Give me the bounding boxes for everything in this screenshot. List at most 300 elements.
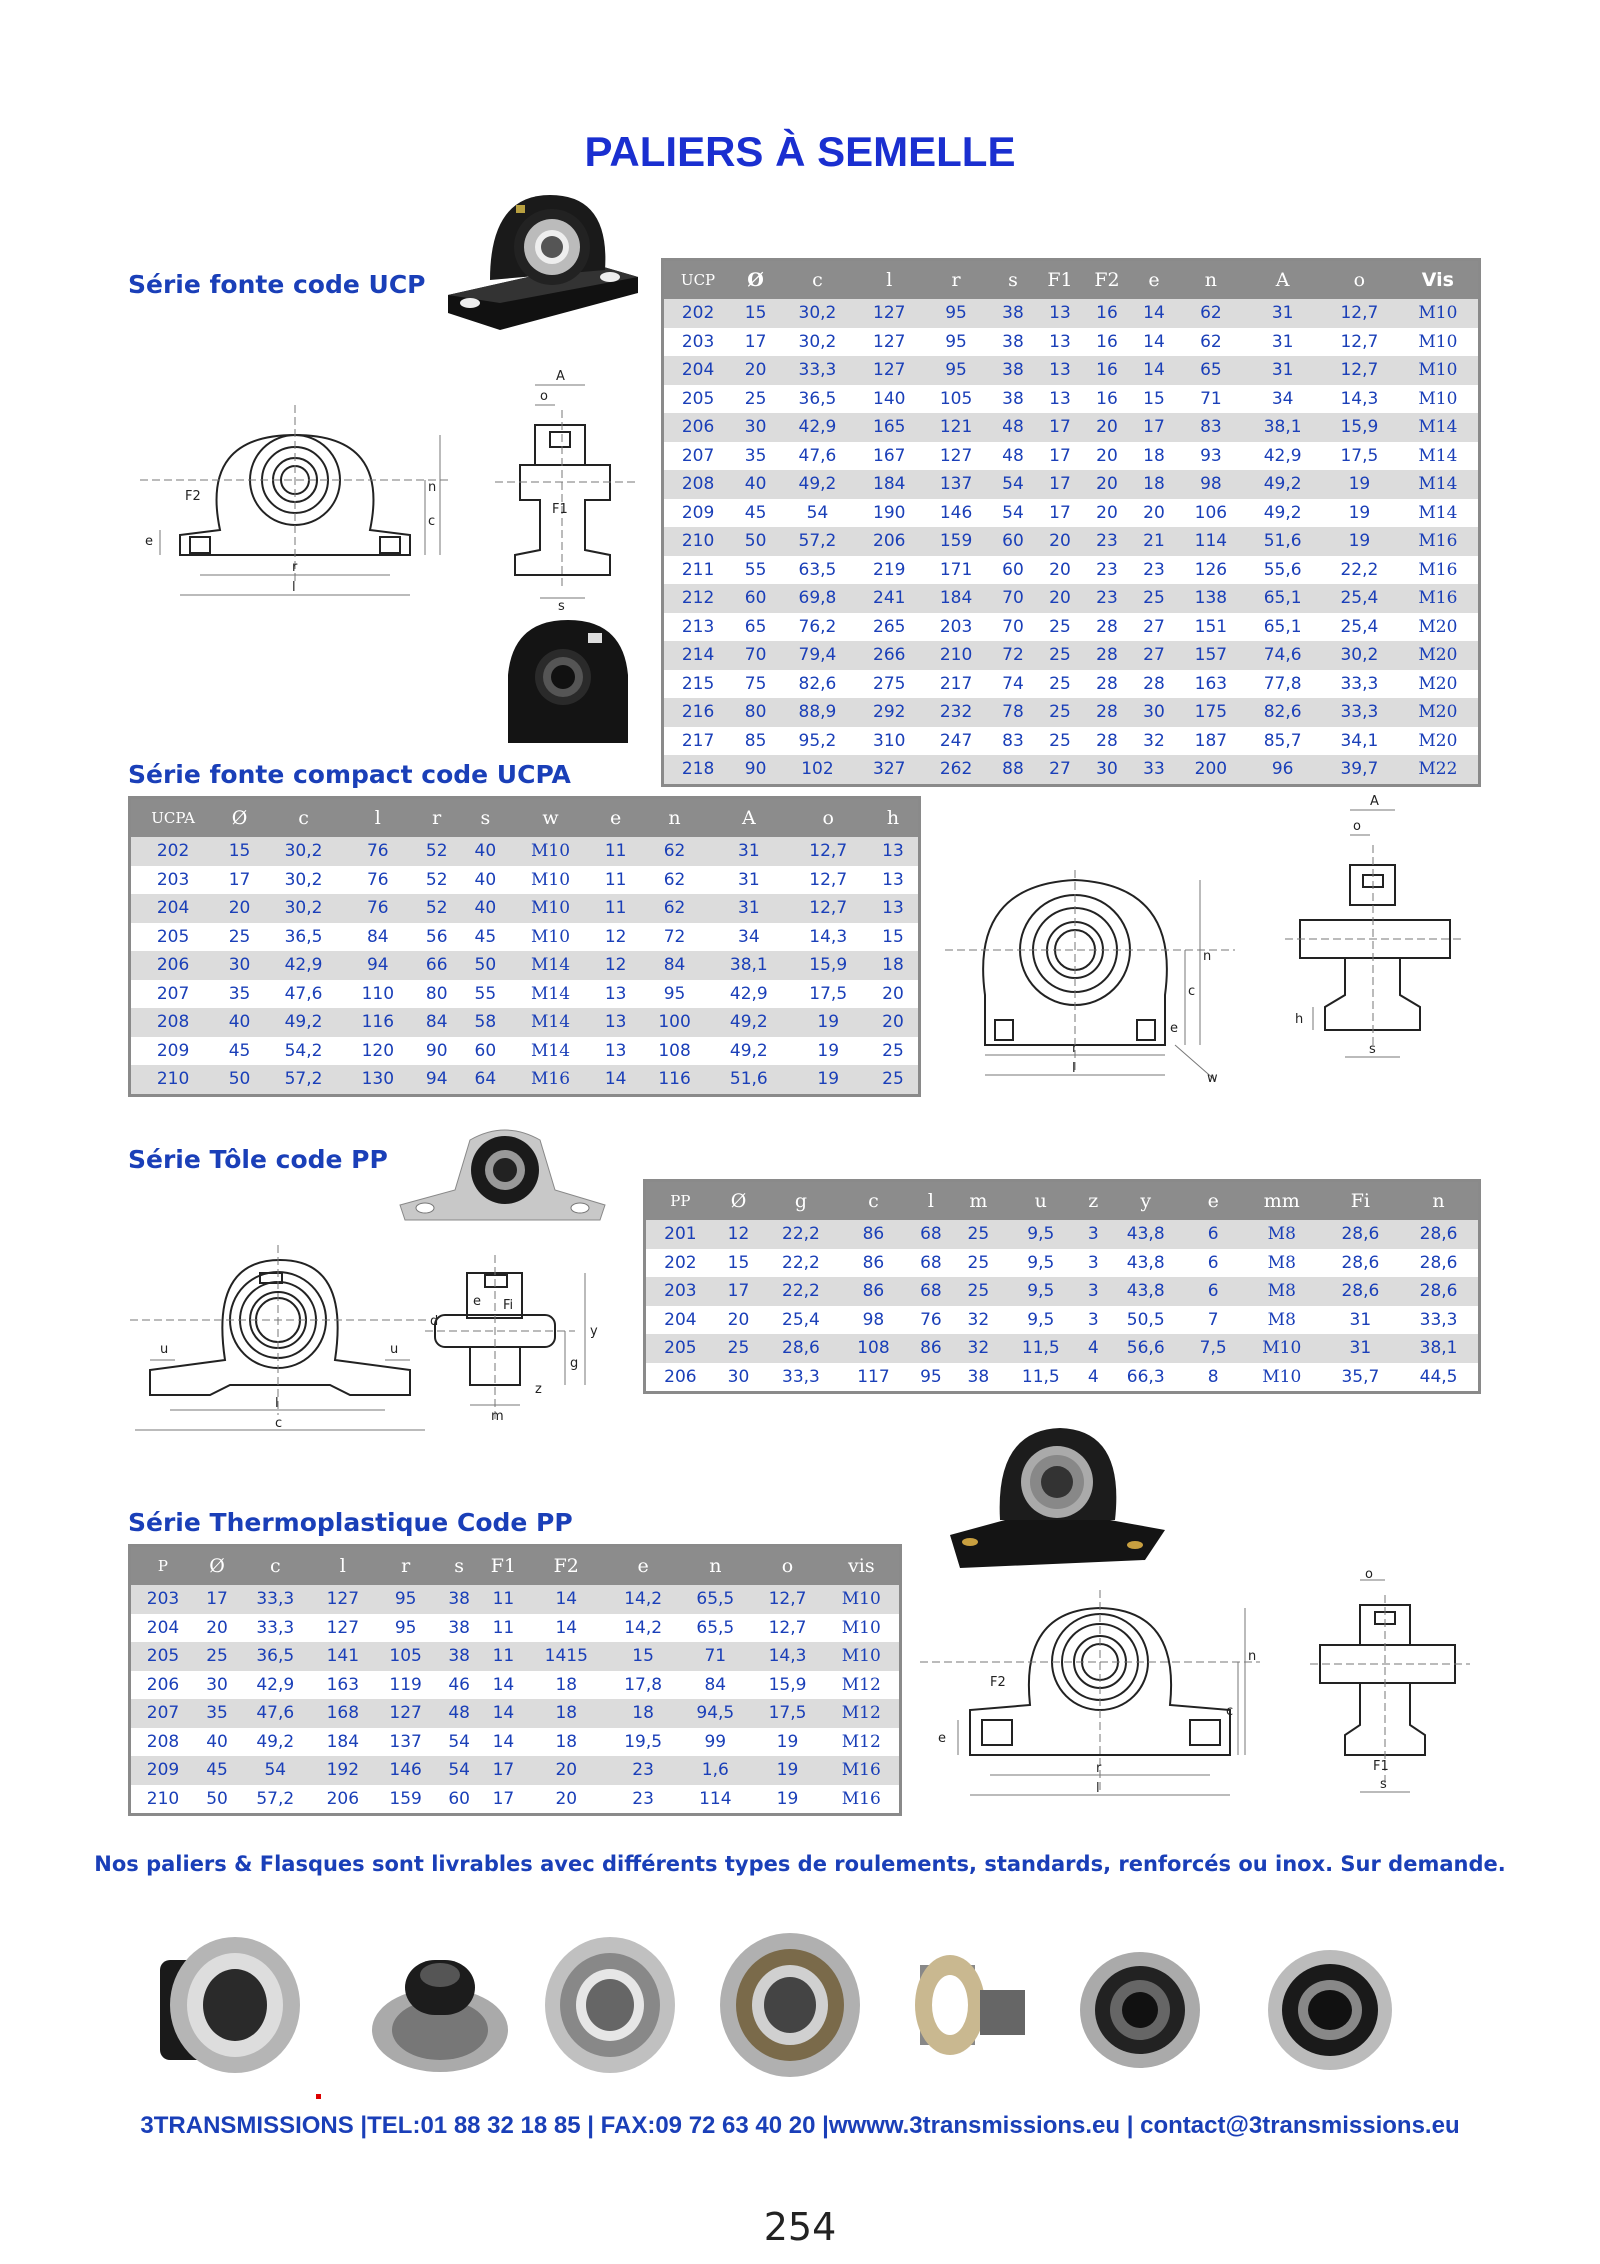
table-row [663, 385, 1480, 414]
table-cell: 117 [840, 1363, 907, 1393]
column-header: PP [645, 1181, 715, 1221]
table-cell: 17 [715, 1277, 762, 1306]
bearing-insert-4 [720, 1933, 860, 2077]
column-header: A [709, 798, 788, 838]
table-cell: 31 [1322, 1334, 1399, 1363]
column-header: l [907, 1181, 954, 1221]
table-cell: 33,3 [239, 1585, 311, 1614]
table-cell: 31 [1244, 356, 1321, 385]
table-cell: 28,6 [1322, 1249, 1399, 1278]
table-cell: 25 [732, 385, 779, 414]
table-cell: 31 [709, 866, 788, 895]
table-cell: 28 [1083, 641, 1130, 670]
column-header: e [607, 1546, 679, 1586]
table-cell: 18 [526, 1671, 608, 1700]
table-cell: 14,3 [1321, 385, 1398, 414]
table-cell: 74,6 [1244, 641, 1321, 670]
table-cell: 187 [1177, 727, 1244, 756]
table-cell: 126 [1177, 556, 1244, 585]
table-cell: 52 [412, 894, 461, 923]
table-cell: M14 [510, 951, 592, 980]
table-cell: 14 [481, 1699, 525, 1728]
table-cell: 99 [679, 1728, 751, 1757]
table-row [130, 866, 920, 895]
table-cell: M10 [510, 866, 592, 895]
table-cell: 40 [732, 470, 779, 499]
table-cell: 52 [412, 866, 461, 895]
table-row [645, 1363, 1480, 1393]
table-cell: 15 [1130, 385, 1177, 414]
table-cell: 108 [640, 1037, 709, 1066]
table-cell: 20 [1083, 499, 1130, 528]
table-cell: 39,7 [1321, 755, 1398, 785]
table-cell: 48 [989, 442, 1036, 471]
table-cell: 40 [195, 1728, 239, 1757]
bearing-insert-2 [372, 1960, 508, 2072]
table-cell: 93 [1177, 442, 1244, 471]
ucpa-drawing-side [1285, 795, 1465, 1065]
table-cell: 76 [343, 837, 412, 866]
table-cell: 25 [1036, 698, 1083, 727]
table-cell: M10 [1398, 356, 1480, 385]
table-cell: 38,1 [1244, 413, 1321, 442]
table-cell: 70 [989, 584, 1036, 613]
table-cell: 31 [1244, 299, 1321, 328]
table-row [130, 1699, 901, 1728]
table-cell: M16 [824, 1785, 901, 1815]
table-cell: 42,9 [239, 1671, 311, 1700]
label-o: o [1353, 819, 1361, 834]
contact-footer: 3TRANSMISSIONS |TEL:01 88 32 18 85 | FAX:09 72 63 40 20 |wwww.3transmissions.eu | contact@3transmissions.eu [140, 2112, 1460, 2139]
table-cell: 14,2 [607, 1585, 679, 1614]
column-header: F1 [1036, 260, 1083, 300]
table-cell: 20 [715, 1306, 762, 1335]
table-cell: 33 [1130, 755, 1177, 785]
table-cell: 23 [1083, 584, 1130, 613]
table-cell: 205 [663, 385, 733, 414]
table-cell: 19 [789, 1065, 868, 1095]
bearing-insert-1 [160, 1937, 300, 2073]
table-cell: 192 [311, 1756, 374, 1785]
label-c: c [1188, 984, 1196, 999]
table-cell: 32 [1130, 727, 1177, 756]
table-cell: 119 [374, 1671, 437, 1700]
table-cell: 151 [1177, 613, 1244, 642]
table-cell: 25 [955, 1249, 1002, 1278]
table-cell: 208 [130, 1728, 195, 1757]
column-header: l [856, 260, 923, 300]
table-cell: 72 [640, 923, 709, 952]
section-title-pp-thermo: Série Thermoplastique Code PP [128, 1508, 573, 1537]
table-cell: 16 [1083, 328, 1130, 357]
adapter-sleeve [915, 1955, 1025, 2055]
table-cell: 204 [130, 1614, 195, 1643]
table-cell: 42,9 [779, 413, 856, 442]
table-cell: 11 [481, 1614, 525, 1643]
table-cell: 33,3 [1321, 698, 1398, 727]
table-row [130, 951, 920, 980]
table-cell: 82,6 [779, 670, 856, 699]
table-cell: 62 [640, 866, 709, 895]
table-cell: 19 [1321, 527, 1398, 556]
table-cell: 14 [1130, 328, 1177, 357]
table-cell: M10 [824, 1642, 901, 1671]
table-cell: 204 [663, 356, 733, 385]
label-c: c [275, 1416, 283, 1431]
table-cell: 74 [989, 670, 1036, 699]
table-cell: 159 [374, 1785, 437, 1815]
table-cell: 55 [461, 980, 510, 1009]
pp-thermo-drawing-side [1310, 1570, 1470, 1800]
table-row [663, 299, 1480, 328]
table-cell: 47,6 [239, 1699, 311, 1728]
table-cell: 22,2 [762, 1249, 839, 1278]
table-cell: 23 [607, 1756, 679, 1785]
table-cell: 47,6 [779, 442, 856, 471]
table-cell: 20 [1036, 584, 1083, 613]
table-cell: 13 [591, 980, 640, 1009]
table-cell: 95 [907, 1363, 954, 1393]
table-cell: 84 [640, 951, 709, 980]
table-row [645, 1306, 1480, 1335]
section-title-pp-tole: Série Tôle code PP [128, 1145, 388, 1174]
table-row [130, 1037, 920, 1066]
table-cell: 214 [663, 641, 733, 670]
table-cell: 205 [130, 1642, 195, 1671]
ucp-dimensions-table [661, 258, 1481, 787]
table-row [663, 641, 1480, 670]
table-cell: 38 [989, 328, 1036, 357]
table-cell: 210 [130, 1785, 195, 1815]
table-cell: 20 [1130, 499, 1177, 528]
table-cell: 76 [343, 866, 412, 895]
column-header: n [1399, 1181, 1479, 1221]
table-cell: 95 [923, 328, 990, 357]
table-cell: 19,5 [607, 1728, 679, 1757]
table-cell: 16 [1083, 385, 1130, 414]
table-cell: 50 [215, 1065, 264, 1095]
table-cell: 36,5 [264, 923, 343, 952]
table-cell: M8 [1242, 1306, 1322, 1335]
table-cell: 43,8 [1107, 1249, 1184, 1278]
table-cell: 34 [709, 923, 788, 952]
table-cell: 27 [1130, 641, 1177, 670]
table-cell: 9,5 [1002, 1306, 1079, 1335]
column-header: o [789, 798, 868, 838]
table-cell: M16 [1398, 527, 1480, 556]
table-cell: 23 [1083, 527, 1130, 556]
table-cell: 137 [923, 470, 990, 499]
column-header: z [1080, 1181, 1107, 1221]
table-cell: 35 [215, 980, 264, 1009]
table-cell: 49,2 [1244, 470, 1321, 499]
table-cell: 68 [907, 1249, 954, 1278]
table-cell: 38 [989, 385, 1036, 414]
table-cell: 165 [856, 413, 923, 442]
table-cell: 85,7 [1244, 727, 1321, 756]
table-cell: 62 [1177, 299, 1244, 328]
table-cell: 204 [645, 1306, 715, 1335]
table-cell: 275 [856, 670, 923, 699]
table-cell: 38 [437, 1585, 481, 1614]
table-cell: 12,7 [789, 866, 868, 895]
table-cell: 16 [1083, 356, 1130, 385]
table-cell: 30 [1130, 698, 1177, 727]
table-cell: 15,9 [751, 1671, 823, 1700]
column-header: UCPA [130, 798, 216, 838]
table-cell: 25 [1036, 613, 1083, 642]
table-cell: M12 [824, 1728, 901, 1757]
table-cell: 25,4 [762, 1306, 839, 1335]
label-f1: F1 [552, 502, 568, 517]
table-cell: 82,6 [1244, 698, 1321, 727]
column-header: c [264, 798, 343, 838]
label-u: u [160, 1342, 169, 1357]
table-cell: 30 [1083, 755, 1130, 785]
table-cell: 14 [481, 1671, 525, 1700]
table-cell: M10 [1398, 299, 1480, 328]
table-cell: 25 [868, 1065, 920, 1095]
table-cell: 31 [1244, 328, 1321, 357]
table-cell: 17 [1036, 470, 1083, 499]
table-cell: 96 [1244, 755, 1321, 785]
table-cell: 17,5 [1321, 442, 1398, 471]
table-cell: 203 [130, 1585, 195, 1614]
table-cell: 204 [130, 894, 216, 923]
table-row [663, 470, 1480, 499]
table-cell: 211 [663, 556, 733, 585]
table-cell: 12,7 [751, 1585, 823, 1614]
table-cell: 28,6 [1399, 1249, 1479, 1278]
table-cell: 120 [343, 1037, 412, 1066]
ucpa-product-photo [498, 615, 638, 745]
column-header: c [840, 1181, 907, 1221]
table-cell: 44,5 [1399, 1363, 1479, 1393]
table-cell: 49,2 [709, 1037, 788, 1066]
table-cell: 60 [437, 1785, 481, 1815]
table-cell: 49,2 [1244, 499, 1321, 528]
table-cell: 95 [374, 1585, 437, 1614]
table-cell: 30,2 [264, 894, 343, 923]
table-cell: 55,6 [1244, 556, 1321, 585]
table-cell: 9,5 [1002, 1220, 1079, 1249]
table-cell: 57,2 [264, 1065, 343, 1095]
table-cell: 30,2 [1321, 641, 1398, 670]
table-cell: 18 [607, 1699, 679, 1728]
table-cell: 76 [343, 894, 412, 923]
table-cell: 20 [526, 1756, 608, 1785]
table-cell: 15 [715, 1249, 762, 1278]
table-cell: 77,8 [1244, 670, 1321, 699]
table-cell: 23 [1130, 556, 1177, 585]
table-cell: 13 [868, 894, 920, 923]
table-cell: 65,1 [1244, 584, 1321, 613]
table-cell: 207 [663, 442, 733, 471]
table-row [663, 556, 1480, 585]
table-cell: 30,2 [779, 328, 856, 357]
table-cell: 19 [1321, 499, 1398, 528]
column-header: r [923, 260, 990, 300]
table-cell: 28 [1130, 670, 1177, 699]
table-cell: 201 [645, 1220, 715, 1249]
table-cell: 127 [311, 1585, 374, 1614]
table-cell: 15 [868, 923, 920, 952]
label-f2: F2 [990, 1675, 1006, 1690]
pp-tole-drawing-side [425, 1245, 615, 1430]
table-cell: 95 [923, 356, 990, 385]
table-cell: 11 [591, 837, 640, 866]
table-cell: 14,2 [607, 1614, 679, 1643]
table-cell: 70 [732, 641, 779, 670]
label-r: r [1096, 1761, 1102, 1776]
table-cell: 184 [923, 584, 990, 613]
table-cell: 4 [1080, 1334, 1107, 1363]
table-cell: 34,1 [1321, 727, 1398, 756]
table-cell: 35 [732, 442, 779, 471]
table-cell: 71 [1177, 385, 1244, 414]
table-cell: 63,5 [779, 556, 856, 585]
table-cell: 14,3 [751, 1642, 823, 1671]
table-cell: 17 [1130, 413, 1177, 442]
table-cell: 327 [856, 755, 923, 785]
table-cell: 140 [856, 385, 923, 414]
table-cell: 11 [481, 1585, 525, 1614]
label-s: s [1380, 1777, 1387, 1792]
table-row [130, 1728, 901, 1757]
table-cell: 95,2 [779, 727, 856, 756]
pp-tole-product-photo [395, 1120, 610, 1245]
table-cell: 88 [989, 755, 1036, 785]
table-cell: 50 [732, 527, 779, 556]
bearing-insert-3 [545, 1937, 675, 2073]
table-cell: 38 [437, 1642, 481, 1671]
table-cell: M16 [1398, 556, 1480, 585]
column-header: m [955, 1181, 1002, 1221]
table-cell: 85 [732, 727, 779, 756]
column-header: u [1002, 1181, 1079, 1221]
table-cell: 76 [907, 1306, 954, 1335]
table-row [130, 1642, 901, 1671]
table-cell: 6 [1184, 1220, 1241, 1249]
table-cell: 64 [461, 1065, 510, 1095]
column-header: F2 [1083, 260, 1130, 300]
table-cell: 206 [663, 413, 733, 442]
table-cell: 212 [663, 584, 733, 613]
column-header: Ø [195, 1546, 239, 1586]
table-cell: 76,2 [779, 613, 856, 642]
table-cell: 60 [989, 556, 1036, 585]
table-cell: 40 [461, 866, 510, 895]
section-title-ucpa: Série fonte compact code UCPA [128, 760, 571, 789]
table-cell: 25 [955, 1277, 1002, 1306]
label-o: o [1365, 1570, 1373, 1582]
table-cell: 58 [461, 1008, 510, 1037]
table-cell: 102 [779, 755, 856, 785]
table-cell: 56,6 [1107, 1334, 1184, 1363]
column-header: c [779, 260, 856, 300]
table-cell: 203 [130, 866, 216, 895]
table-cell: 217 [663, 727, 733, 756]
table-cell: 35,7 [1322, 1363, 1399, 1393]
table-row [645, 1249, 1480, 1278]
column-header: n [640, 798, 709, 838]
table-cell: 50,5 [1107, 1306, 1184, 1335]
red-marker [316, 2094, 321, 2099]
table-cell: 163 [1177, 670, 1244, 699]
table-row [130, 980, 920, 1009]
label-m: m [491, 1409, 504, 1424]
label-z: z [535, 1382, 542, 1397]
table-cell: 9,5 [1002, 1277, 1079, 1306]
table-cell: M16 [1398, 584, 1480, 613]
table-row [663, 755, 1480, 785]
label-l: l [1072, 1061, 1076, 1076]
table-cell: 38,1 [1399, 1334, 1479, 1363]
table-cell: 15,9 [789, 951, 868, 980]
label-e: e [473, 1294, 481, 1309]
table-cell: 25 [195, 1642, 239, 1671]
label-c: c [428, 514, 436, 529]
table-row [130, 1585, 901, 1614]
page-title: PALIERS À SEMELLE [584, 128, 1016, 175]
table-cell: 22,2 [762, 1220, 839, 1249]
table-cell: 45 [195, 1756, 239, 1785]
table-cell: 65,1 [1244, 613, 1321, 642]
table-cell: 20 [195, 1614, 239, 1643]
table-cell: 84 [412, 1008, 461, 1037]
column-header: vis [824, 1546, 901, 1586]
table-cell: 33,3 [1321, 670, 1398, 699]
label-y: y [590, 1324, 598, 1339]
column-header: e [591, 798, 640, 838]
table-cell: 25 [1036, 670, 1083, 699]
table-cell: M10 [510, 923, 592, 952]
table-cell: M10 [1242, 1334, 1322, 1363]
table-cell: 28 [1083, 727, 1130, 756]
table-cell: 98 [1177, 470, 1244, 499]
table-cell: 20 [1036, 527, 1083, 556]
table-cell: 17,5 [751, 1699, 823, 1728]
table-cell: 45 [215, 1037, 264, 1066]
table-cell: 203 [645, 1277, 715, 1306]
table-cell: 38 [955, 1363, 1002, 1393]
table-cell: 262 [923, 755, 990, 785]
column-header: Vis [1398, 260, 1480, 300]
table-cell: 20 [868, 980, 920, 1009]
table-cell: 16 [1083, 299, 1130, 328]
table-cell: M10 [1398, 328, 1480, 357]
table-cell: 71 [679, 1642, 751, 1671]
table-cell: 116 [640, 1065, 709, 1095]
table-cell: 49,2 [779, 470, 856, 499]
table-cell: 232 [923, 698, 990, 727]
table-cell: 4 [1080, 1363, 1107, 1393]
table-cell: 12,7 [1321, 328, 1398, 357]
table-cell: 30 [215, 951, 264, 980]
column-header: r [374, 1546, 437, 1586]
label-l: l [275, 1396, 279, 1411]
table-cell: 70 [989, 613, 1036, 642]
table-cell: 141 [311, 1642, 374, 1671]
pp-thermo-drawing-front [920, 1590, 1260, 1805]
table-header-row [130, 798, 920, 838]
table-cell: 167 [856, 442, 923, 471]
table-cell: 110 [343, 980, 412, 1009]
table-cell: M10 [1242, 1363, 1322, 1393]
table-cell: 3 [1080, 1277, 1107, 1306]
table-cell: 12 [591, 951, 640, 980]
table-cell: 65 [1177, 356, 1244, 385]
